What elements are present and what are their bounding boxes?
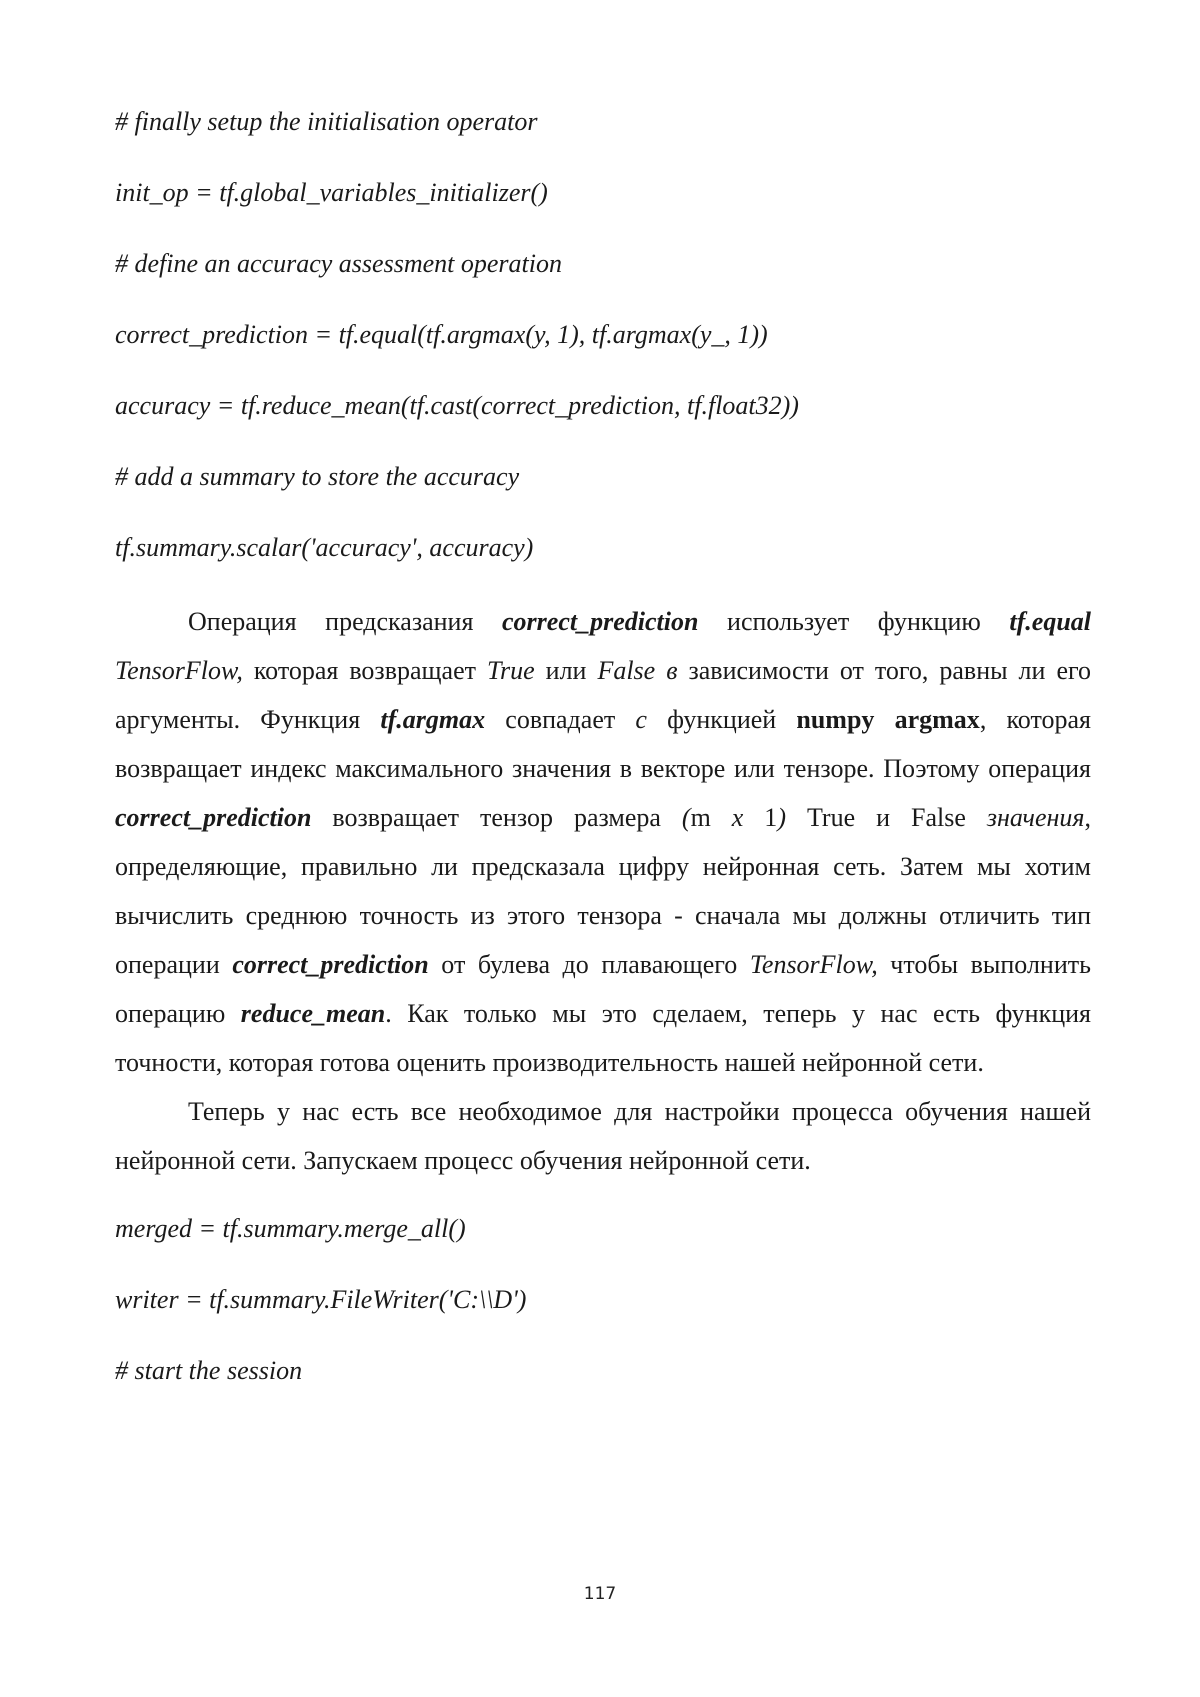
code-line-comment-init: # finally setup the initialisation operator — [115, 107, 538, 136]
code-line-comment-summary: # add a summary to store the accuracy — [115, 462, 520, 491]
page-number: 117 — [583, 1584, 617, 1604]
body-text — [115, 597, 1091, 1185]
paragraph-accuracy-explanation: Операция предсказания correct_prediction использует функцию tf.equal TensorFlow, которая возвращает True или False в зависимости от того, равны ли его аргументы. Функция tf.argmax совпадает с функцией numpy argmax, которая возвращает индекс максимального значения в векторе или тензоре. Поэтому операция correct_prediction возвращает тензор размера (m x 1) True и False значения, определяющие, правильно ли предсказала цифру нейронная сеть. Затем мы хотим вычислить среднюю точность из этого тензора - сначала мы должны отличить тип операции correct_prediction от булева до плавающего TensorFlow, чтобы выполнить операцию reduce_mean. Как только мы это сделаем, теперь у нас есть функция точности, которая готова оценить производительность нашей нейронной сети. — [115, 607, 1091, 1077]
code-line-merged: merged = tf.summary.merge_all() — [115, 1214, 466, 1243]
paragraph-training-intro: Теперь у нас есть все необходимое для настройки процесса обучения нашей нейронной сети. Запускаем процесс обучения нейронной сети. — [115, 1097, 1091, 1175]
code-line-accuracy: accuracy = tf.reduce_mean(tf.cast(correct_prediction, tf.float32)) — [115, 391, 799, 420]
code-line-summary-scalar: tf.summary.scalar('accuracy', accuracy) — [115, 533, 534, 562]
code-line-init-op: init_op = tf.global_variables_initializer() — [115, 178, 548, 207]
code-line-correct-prediction: correct_prediction = tf.equal(tf.argmax(y, 1), tf.argmax(y_, 1)) — [115, 320, 768, 349]
code-line-comment-session: # start the session — [115, 1356, 303, 1385]
code-line-writer: writer = tf.summary.FileWriter('C:\\D') — [115, 1285, 527, 1314]
code-line-comment-accuracy: # define an accuracy assessment operation — [115, 249, 562, 278]
